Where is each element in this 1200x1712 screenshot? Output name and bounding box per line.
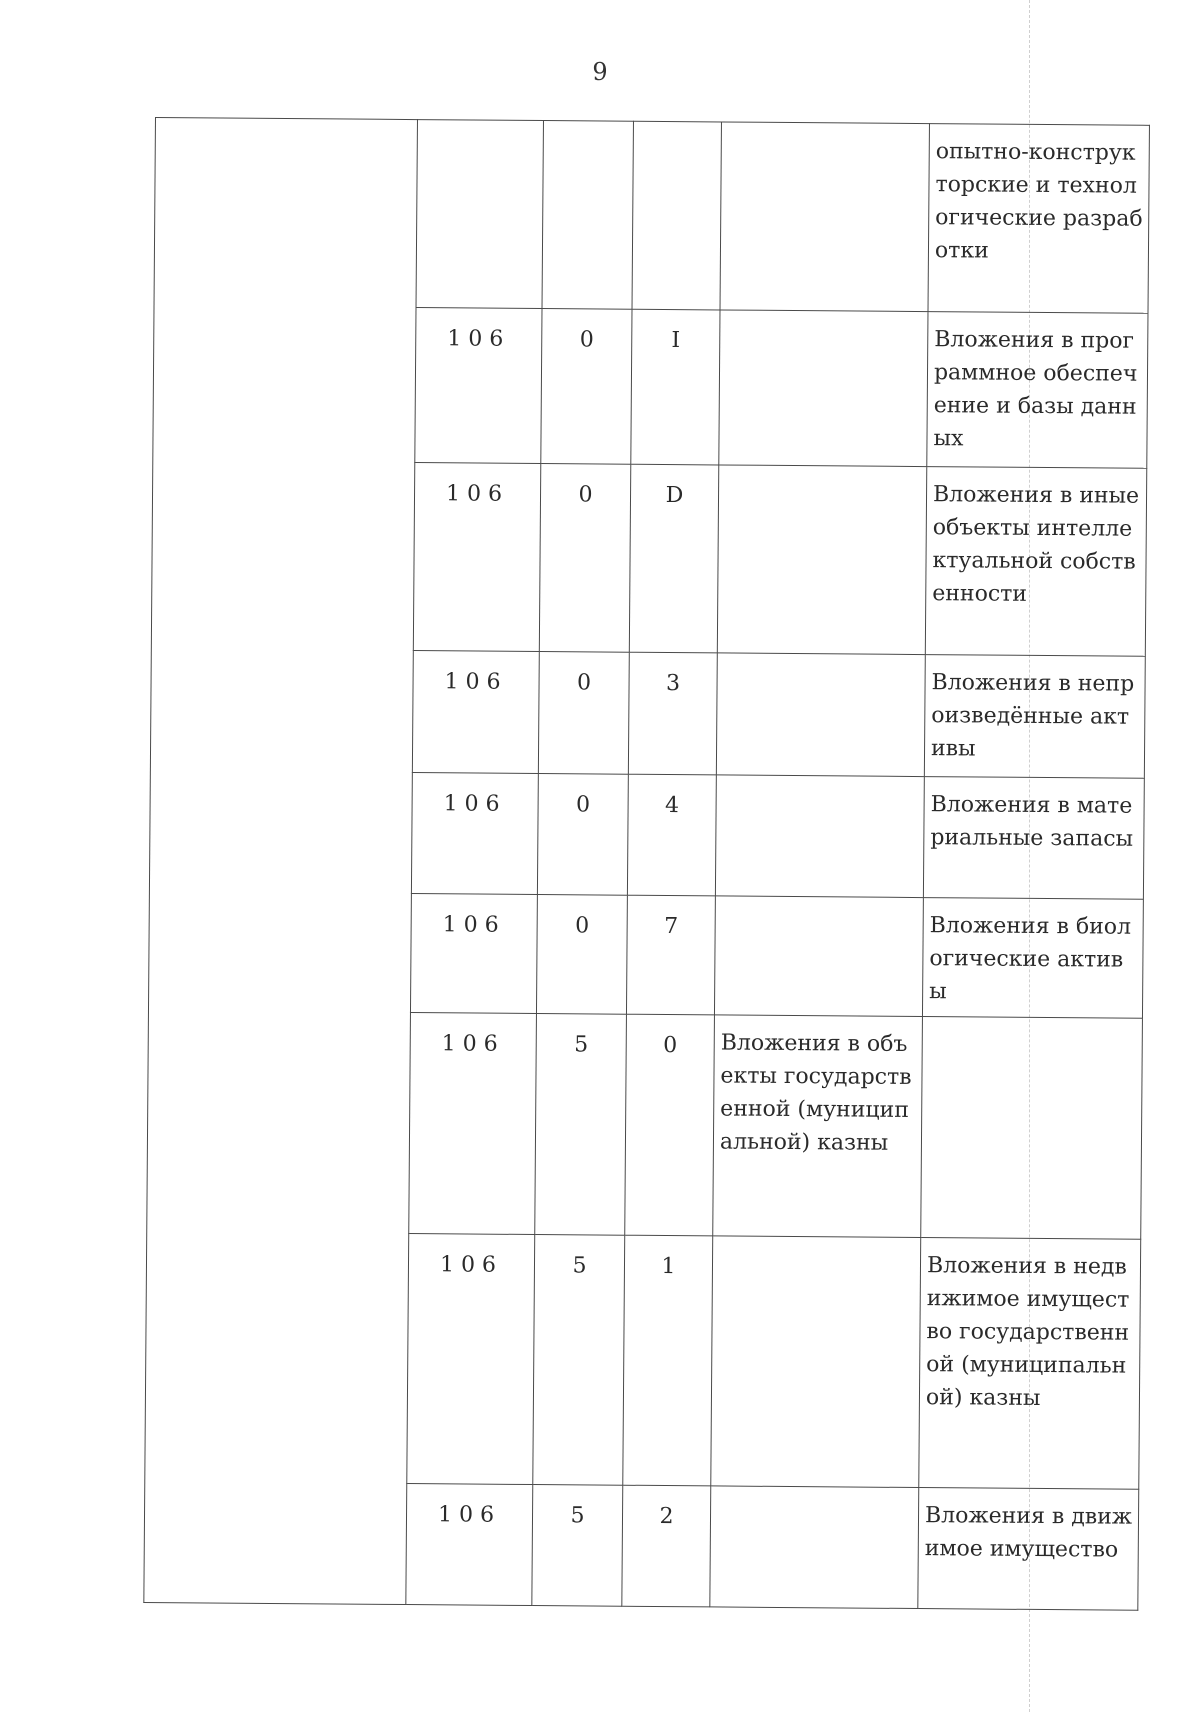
- subaccount-code-cell: I: [631, 309, 720, 465]
- account-name-cell: Вложения в программное обеспечение и базы данных: [927, 312, 1148, 469]
- subaccount-code-cell: 0: [625, 1014, 715, 1236]
- group-code-cell: 0: [539, 464, 630, 653]
- group-name-cell: Вложения в объекты государственной (муниципальной) казны: [713, 1015, 923, 1238]
- subaccount-code-cell: 3: [628, 652, 717, 775]
- group-code-cell: 0: [536, 895, 627, 1015]
- group-name-cell: [714, 896, 923, 1017]
- account-name-cell: Вложения в недвижимое имущество государственной (муниципальной) казны: [919, 1238, 1141, 1490]
- account-code-cell: 106: [406, 1484, 533, 1606]
- group-name-cell: [711, 1236, 921, 1488]
- account-name-cell: Вложения в непроизведённые активы: [924, 655, 1145, 779]
- account-code-cell: 106: [410, 894, 537, 1014]
- account-name-cell: Вложения в биологические активы: [922, 898, 1143, 1019]
- group-code-cell: 0: [538, 652, 629, 775]
- group-name-cell: [710, 1486, 919, 1609]
- group-name-cell: [716, 653, 925, 777]
- account-code-cell: 106: [413, 463, 540, 652]
- group-code-cell: 5: [532, 1485, 623, 1607]
- empty-left-cell: [144, 118, 418, 1605]
- subaccount-code-cell: 7: [626, 895, 715, 1015]
- subaccount-code-cell: [632, 121, 721, 310]
- group-code-cell: 0: [537, 774, 628, 896]
- page-number: 9: [592, 58, 608, 86]
- account-code-cell: 106: [407, 1234, 535, 1485]
- account-name-cell: опытно-конструкторские и технологические разработки: [928, 124, 1149, 314]
- account-code-cell: 106: [411, 773, 538, 895]
- group-name-cell: [715, 775, 924, 898]
- group-name-cell: [717, 465, 926, 655]
- subaccount-code-cell: 2: [622, 1485, 711, 1607]
- account-table: [143, 117, 1150, 1611]
- account-name-cell: [921, 1017, 1143, 1240]
- account-name-cell: Вложения в движимое имущество: [918, 1488, 1139, 1611]
- table-row: [154, 118, 1149, 314]
- group-code-cell: 0: [541, 309, 632, 465]
- subaccount-code-cell: D: [629, 464, 718, 653]
- group-name-cell: [720, 122, 929, 312]
- account-code-cell: 106: [415, 308, 542, 464]
- group-code-cell: 5: [535, 1014, 627, 1236]
- group-code-cell: [542, 121, 633, 310]
- account-code-cell: 106: [409, 1013, 537, 1235]
- group-name-cell: [719, 310, 928, 467]
- account-name-cell: Вложения в материальные запасы: [923, 777, 1144, 900]
- subaccount-code-cell: 4: [627, 774, 716, 896]
- account-name-cell: Вложения в иные объекты интеллектуальной собственности: [925, 467, 1146, 657]
- group-code-cell: 5: [533, 1235, 625, 1486]
- account-code-cell: 106: [412, 651, 539, 774]
- account-code-cell: [416, 120, 543, 309]
- subaccount-code-cell: 1: [623, 1235, 713, 1486]
